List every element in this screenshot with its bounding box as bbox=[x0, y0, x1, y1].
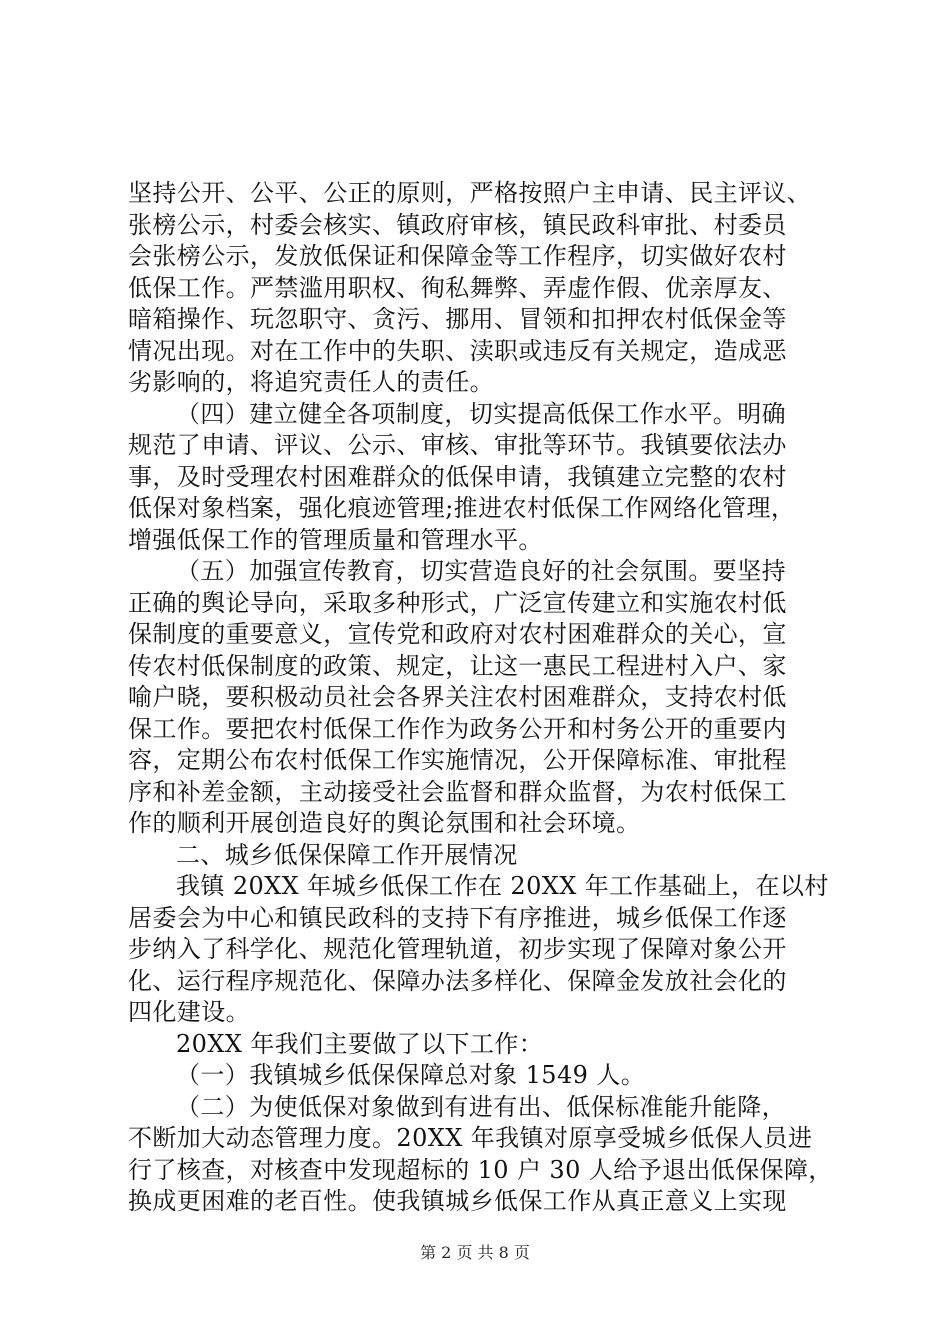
text-line: 不断加大动态管理力度。20XX 年我镇对原享受城乡低保人员进 bbox=[128, 1124, 813, 1152]
text-line: 劣影响的，将追究责任人的责任。 bbox=[128, 368, 494, 396]
text-line: 保工作。要把农村低保工作作为政务公开和村务公开的重要内 bbox=[128, 714, 787, 743]
text-line: 低保工作。严禁滥用职权、徇私舞弊、弄虚作假、优亲厚友、 bbox=[128, 273, 787, 302]
text-line: 增强低保工作的管理质量和管理水平。 bbox=[128, 525, 543, 554]
text-line: 事，及时受理农村困难群众的低保申请，我镇建立完整的农村 bbox=[128, 462, 787, 491]
text-line: 保制度的重要意义，宣传党和政府对农村困难群众的关心，宣 bbox=[128, 620, 787, 648]
text-line: 20XX 年我们主要做了以下工作： bbox=[176, 1029, 544, 1058]
text-line: 容，定期公布农村低保工作实施情况，公开保障标准、审批程 bbox=[128, 746, 787, 774]
text-line: 传农村低保制度的政策、规定，让这一惠民工程进村入户、家 bbox=[128, 651, 787, 680]
text-line: （四）建立健全各项制度，切实提高低保工作水平。明确 bbox=[176, 399, 786, 428]
text-line: 居委会为中心和镇民政科的支持下有序推进，城乡低保工作逐 bbox=[128, 903, 787, 932]
text-line: 规范了申请、评议、公示、审核、审批等环节。我镇要依法办 bbox=[128, 431, 787, 459]
text-line: （二）为使低保对象做到有进有出、低保标准能升能降， bbox=[176, 1092, 786, 1121]
text-line: 二、城乡低保保障工作开展情况 bbox=[176, 840, 518, 869]
text-line: 喻户晓，要积极动员社会各界关注农村困难群众，支持农村低 bbox=[128, 683, 787, 711]
text-line: 步纳入了科学化、规范化管理轨道，初步实现了保障对象公开 bbox=[128, 935, 787, 963]
text-line: 作的顺利开展创造良好的舆论氛围和社会环境。 bbox=[128, 809, 641, 837]
text-line: （五）加强宣传教育，切实营造良好的社会氛围。要坚持 bbox=[176, 557, 786, 585]
text-line: 情况出现。对在工作中的失职、渎职或违反有关规定，造成恶 bbox=[128, 336, 787, 365]
document-body bbox=[128, 178, 833, 1218]
text-line: 我镇 20XX 年城乡低保工作在 20XX 年工作基础上，在以村 bbox=[176, 872, 829, 900]
text-line: 序和补差金额，主动接受社会监督和群众监督，为农村低保工 bbox=[128, 777, 787, 806]
text-line: 正确的舆论导向，采取多种形式，广泛宣传建立和实施农村低 bbox=[128, 588, 787, 617]
page-footer: 第 2 页 共 8 页 bbox=[420, 1243, 530, 1262]
text-line: 张榜公示，村委会核实、镇政府审核，镇民政科审批、村委员 bbox=[128, 210, 787, 239]
text-line: （一）我镇城乡低保保障总对象 1549 人。 bbox=[176, 1061, 646, 1089]
text-line: 坚持公开、公平、公正的原则，严格按照户主申请、民主评议、 bbox=[128, 179, 812, 207]
text-line: 暗箱操作、玩忽职守、贪污、挪用、冒领和扣押农村低保金等 bbox=[128, 305, 787, 333]
text-line: 换成更困难的老百性。使我镇城乡低保工作从真正意义上实现 bbox=[128, 1187, 787, 1215]
text-line: 化、运行程序规范化、保障办法多样化、保障金发放社会化的 bbox=[128, 966, 787, 995]
text-line: 四化建设。 bbox=[128, 998, 250, 1026]
text-line: 低保对象档案，强化痕迹管理;推进农村低保工作网络化管理， bbox=[128, 494, 796, 522]
text-line: 行了核查，对核查中发现超标的 10 户 30 人给予退出低保保障， bbox=[128, 1155, 833, 1184]
text-line: 会张榜公示，发放低保证和保障金等工作程序，切实做好农村 bbox=[128, 242, 787, 270]
